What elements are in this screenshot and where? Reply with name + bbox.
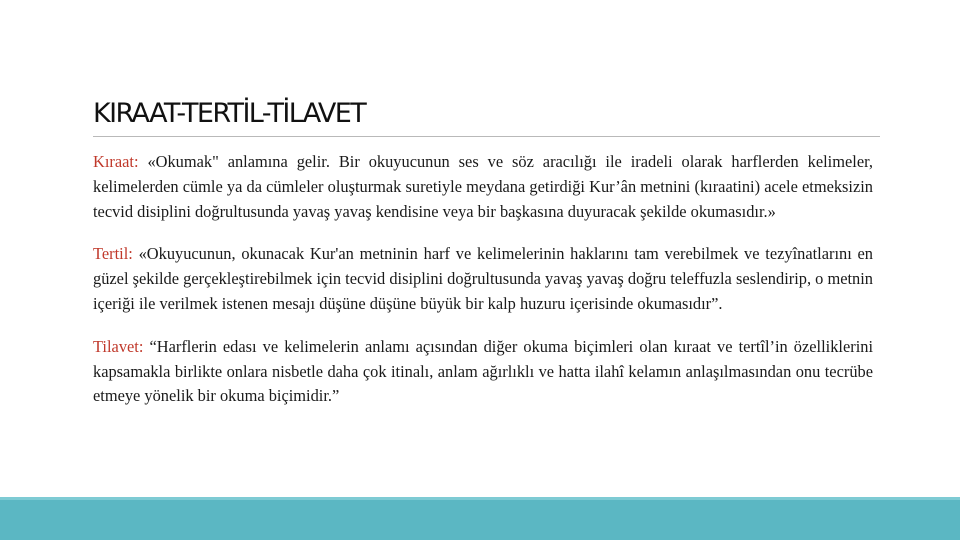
footer-band — [0, 500, 960, 540]
slide-title: KIRAAT-TERTİL-TİLAVET — [93, 98, 366, 129]
term-tilavet: Tilavet: — [93, 336, 144, 356]
term-tertil: Tertil: — [93, 244, 133, 264]
term-kiraat: Kıraat: — [93, 152, 139, 171]
paragraph-kiraat — [93, 150, 873, 224]
paragraph-tilavet — [93, 335, 873, 409]
paragraph-tertil — [93, 242, 873, 316]
definition-tilavet: “Harflerin edası ve kelimelerin anlamı açısından diğer okuma biçimleri olan kıraat ve tertîl’in özelliklerini kapsamakla birlikte onlara nisbetle daha çok itinalı, anlam ağırlıklı ve hatta ilahî kelamın anlaşılmasından onu tecrübe etmeye yönelik bir okuma biçimidir.” — [93, 336, 873, 406]
definition-kiraat: «Okumak" anlamına gelir. Bir okuyucunun ses ve söz aracılığı ile iradeli olarak harflerden kelimeler, kelimelerden cümle ya da cümleler oluşturmak suretiyle meydana getirdiği Kur’ân metnini (kıraatini) acele etmeksizin tecvid disiplini doğrultusunda yavaş yavaş kendisine veya bir başkasına duyuracak şekilde okumasıdır.» — [93, 152, 873, 221]
slide-body — [93, 150, 873, 427]
definition-tertil: «Okuyucunun, okunacak Kur'an metninin harf ve kelimelerinin haklarını tam verebilmek ve tezyînatlarını en güzel şekilde gerçekleştirebilmek için tecvid disiplini doğrultusunda yavaş yavaş doğru teleffuzla seslendirip, o metnin içeriği ile verilmek istenen mesajı düşüne düşüne büyük bir kalp huzuru içerisinde okumasıdır”. — [93, 244, 873, 313]
title-divider — [93, 136, 880, 137]
